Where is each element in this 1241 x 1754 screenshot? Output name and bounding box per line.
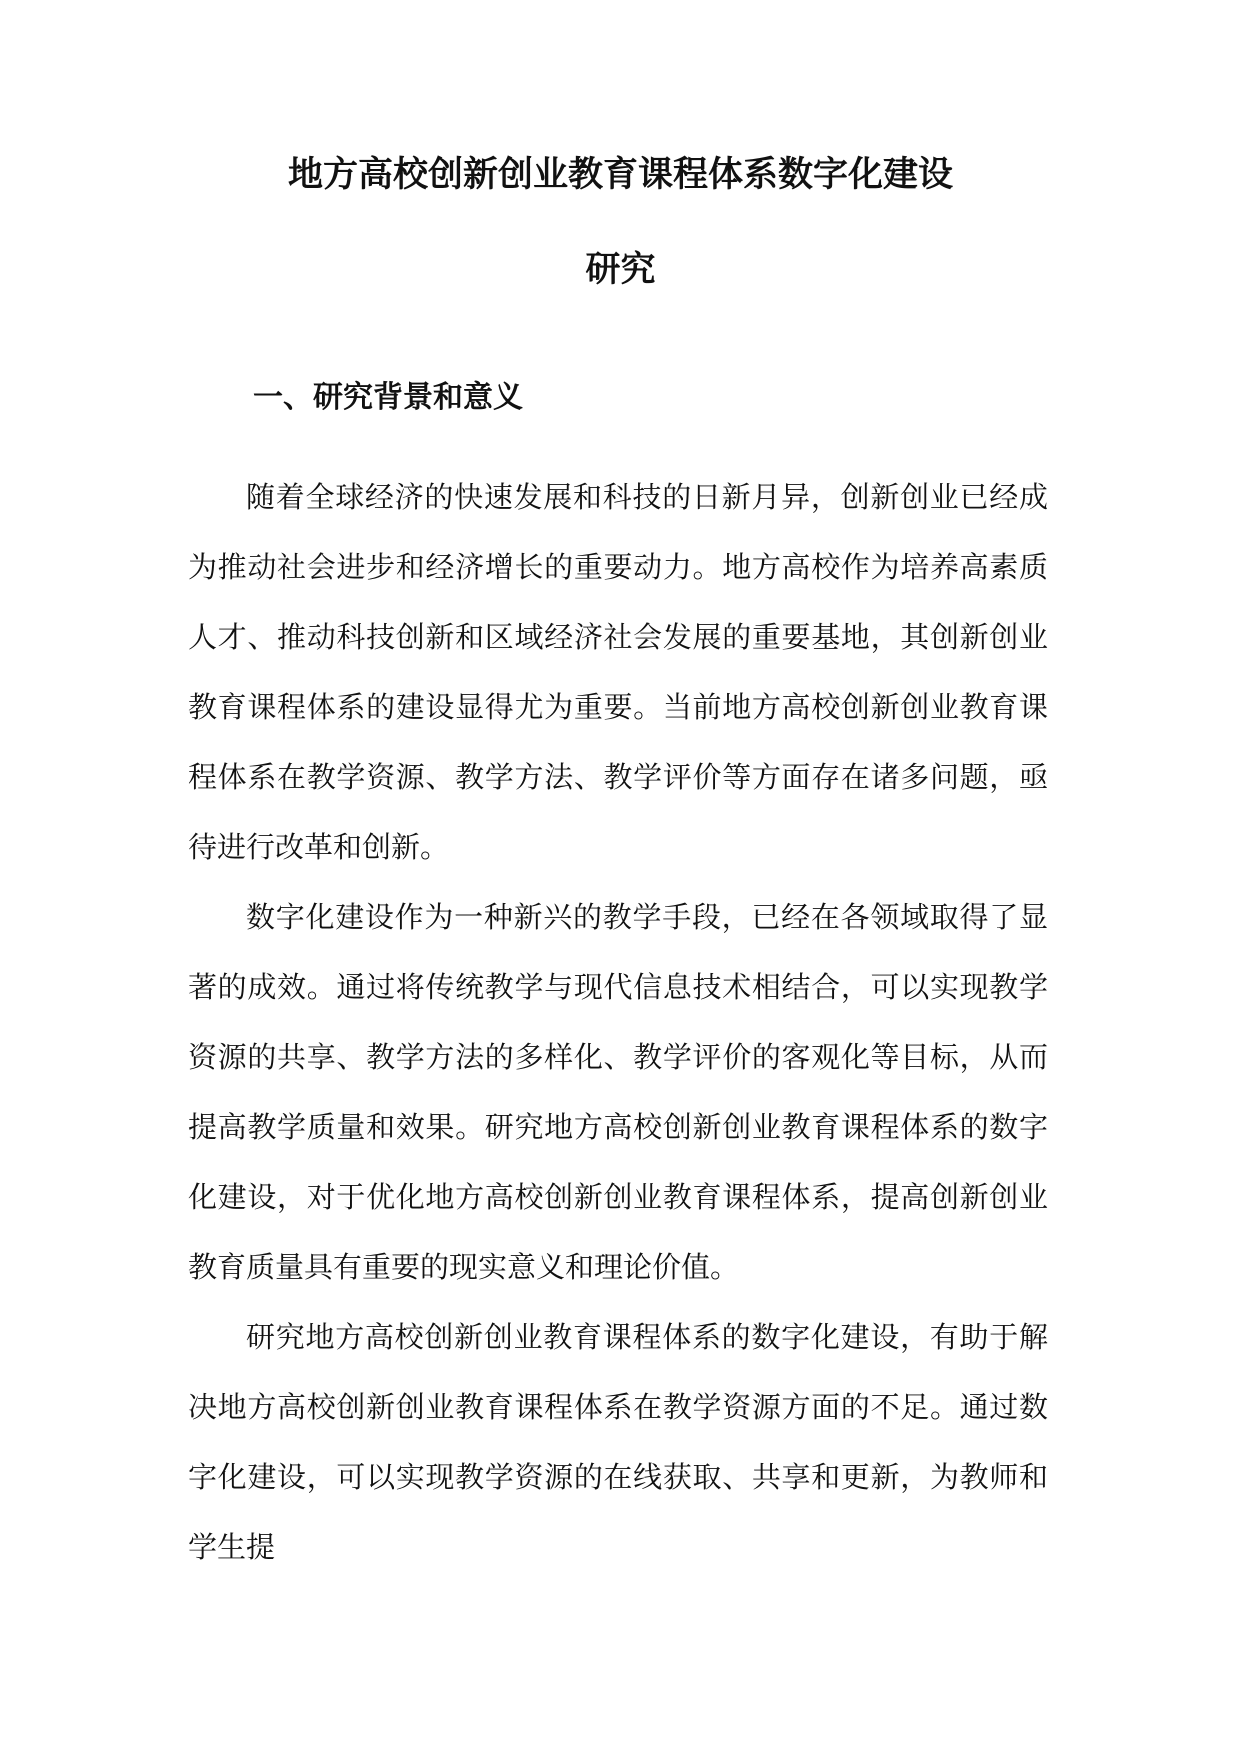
document-title-line-1: 地方高校创新创业教育课程体系数字化建设 (287, 154, 953, 195)
document-title-line-2: 研究 (585, 249, 656, 290)
section-heading: 一、研究背景和意义 (253, 380, 523, 415)
paragraph-2: 数字化建设作为一种新兴的教学手段，已经在各领域取得了显著的成效。通过将传统教学与现代信息技术相结合，可以实现教学资源的共享、教学方法的多样化、教学评价的客观化等目标，从而提高教学质量和效果。研究地方高校创新创业教育课程体系的数字化建设，对于优化地方高校创新创业教育课程体系，提高创新创业教育质量具有重要的现实意义和理论价值。 (188, 900, 1048, 1284)
paragraph-3: 研究地方高校创新创业教育课程体系的数字化建设，有助于解决地方高校创新创业教育课程体系在教学资源方面的不足。通过数字化建设，可以实现教学资源的在线获取、共享和更新，为教师和学生提 (188, 1320, 1048, 1564)
section-body (188, 462, 1048, 1582)
paragraph-1: 随着全球经济的快速发展和科技的日新月异，创新创业已经成为推动社会进步和经济增长的重要动力。地方高校作为培养高素质人才、推动科技创新和区域经济社会发展的重要基地，其创新创业教育课程体系的建设显得尤为重要。当前地方高校创新创业教育课程体系在教学资源、教学方法、教学评价等方面存在诸多问题，亟待进行改革和创新。 (188, 480, 1048, 864)
